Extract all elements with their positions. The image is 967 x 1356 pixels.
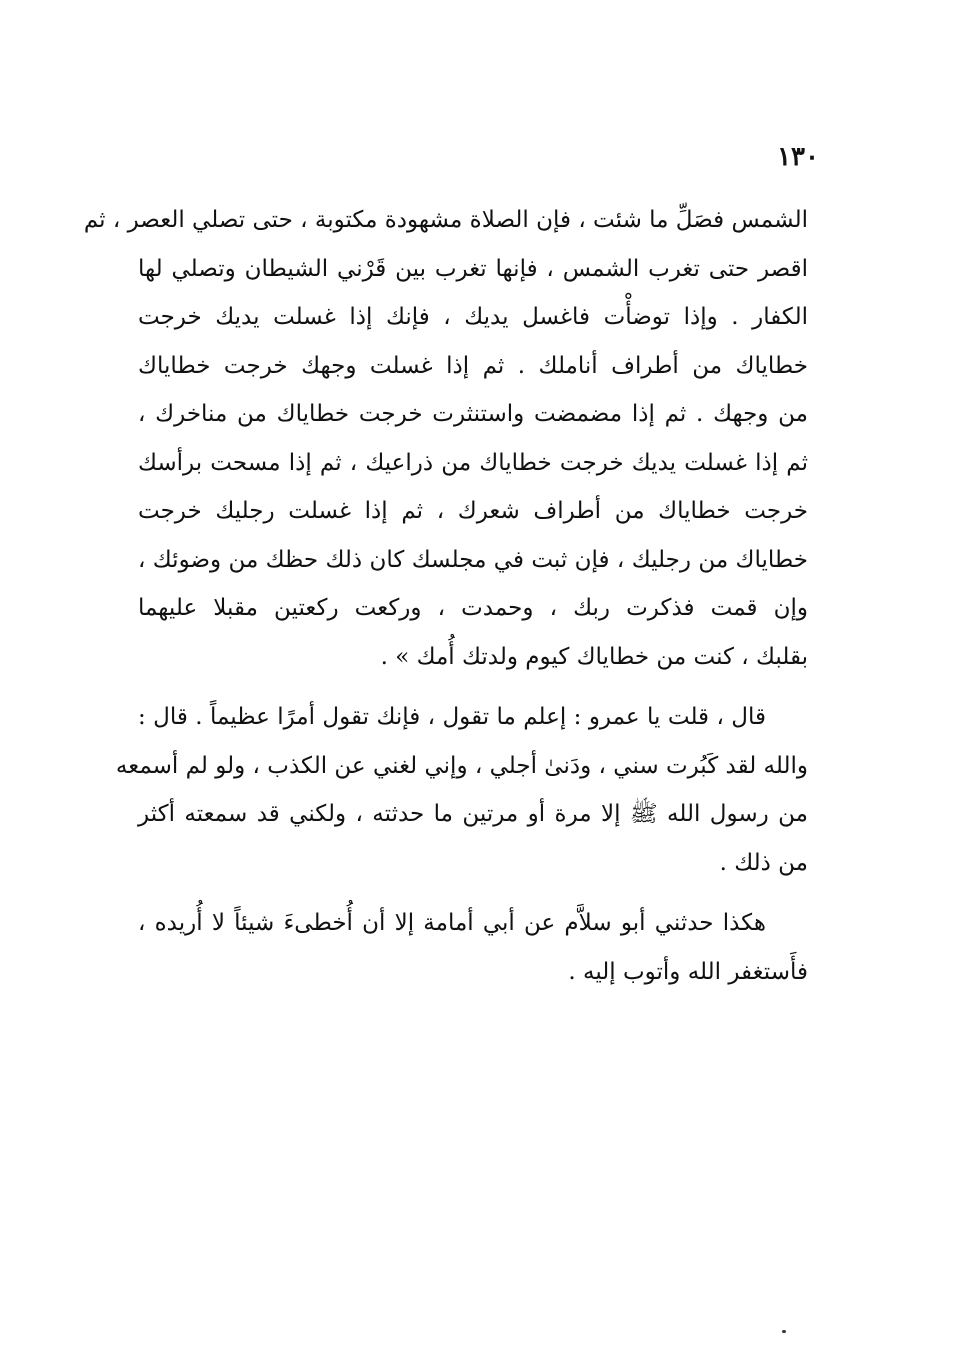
text-line: فأَستغفر الله وأتوب إليه . [568, 958, 808, 985]
text-line: هكذا حدثني أبو سلاَّم عن أبي أمامة إلا أن أُخطىءَ شيئاً لا أُريده ، [138, 910, 766, 936]
text-line: من وجهك . ثم إذا مضمضت واستنثرت خرجت خطاياك من مناخرك ، [138, 401, 808, 427]
page-number: ١٣٠ [777, 142, 819, 172]
body-text [83, 196, 808, 1008]
text-line: خرجت خطاياك من أطراف شعرك ، ثم إذا غسلت رجليك خرجت [138, 498, 808, 524]
text-line: الكفار . وإذا توضأْت فاغسل يديك ، فإنك إذا غسلت يديك خرجت [138, 304, 808, 330]
text-line: الشمس فصَلِّ ما شئت ، فإن الصلاة مشهودة مكتوبة ، حتى تصلي العصر ، ثم [83, 207, 808, 233]
text-line: خطاياك من رجليك ، فإن ثبت في مجلسك كان ذلك حظك من وضوئك ، [138, 546, 808, 573]
text-line: من ذلك . [719, 849, 808, 876]
text-line: من رسول الله ﷺ إلا مرة أو مرتين ما حدثته ، ولكني قد سمعته أكثر [138, 801, 808, 827]
scan-speck [782, 1330, 786, 1333]
paragraph-1 [83, 196, 808, 681]
text-line: خطاياك من أطراف أناملك . ثم إذا غسلت وجهك خرجت خطاياك [138, 352, 808, 379]
paragraph-2 [115, 693, 808, 887]
paragraph-3 [138, 899, 808, 996]
text-line: اقصر حتى تغرب الشمس ، فإنها تغرب بين قَرْني الشيطان وتصلي لها [138, 255, 808, 282]
text-line: قال ، قلت يا عمرو : إعلم ما تقول ، فإنك تقول أمرًا عظيماً . قال : [138, 704, 766, 730]
text-line: وإن قمت فذكرت ربك ، وحمدت ، وركعت ركعتين مقبلا عليهما [138, 595, 808, 621]
text-line: والله لقد كَبُرت سني ، ودَنىٰ أجلي ، وإني لغني عن الكذب ، ولو لم أسمعه [115, 752, 808, 779]
text-line: بقلبك ، كنت من خطاياك كيوم ولدتك أُمك » . [380, 643, 808, 670]
text-line: ثم إذا غسلت يديك خرجت خطاياك من ذراعيك ، ثم إذا مسحت برأسك [138, 449, 808, 476]
